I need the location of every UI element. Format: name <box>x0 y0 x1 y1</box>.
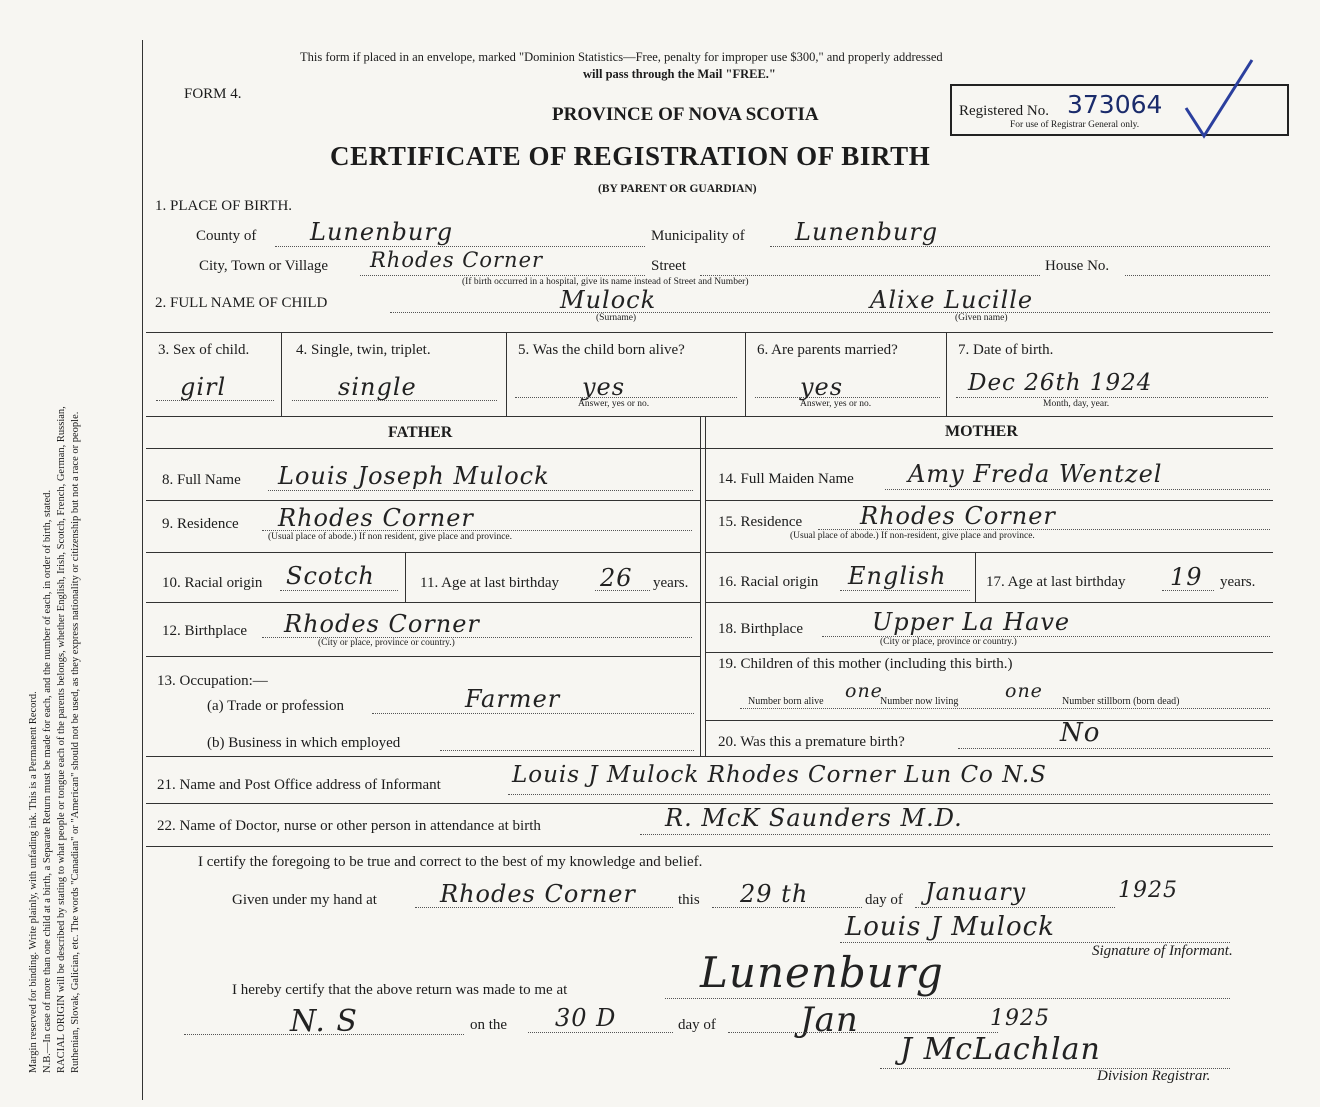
mother-rule-1 <box>705 500 1273 501</box>
premature-line <box>958 748 1270 749</box>
sex-value: girl <box>180 373 227 401</box>
hospital-note: (If birth occurred in a hospital, give its name instead of Street and Number) <box>462 277 749 287</box>
registrar-day: 30 D <box>555 1004 617 1032</box>
father-residence-note: (Usual place of abode.) If non resident, give place and province. <box>268 532 512 542</box>
trade-value: Farmer <box>465 685 561 713</box>
mother-birthplace: Upper La Have <box>872 608 1071 636</box>
given-day: 29 th <box>740 880 809 908</box>
house-label: House No. <box>1045 258 1110 274</box>
father-birthplace: Rhodes Corner <box>284 610 480 638</box>
father-name: Louis Joseph Mulock <box>278 462 550 490</box>
county-line <box>275 246 645 247</box>
dob-value: Dec 26th 1924 <box>968 370 1153 396</box>
sex-line <box>156 400 274 401</box>
child-surname: Mulock <box>560 286 657 314</box>
mother-birthplace-label: 18. Birthplace <box>718 621 803 637</box>
father-rule-4 <box>146 656 700 657</box>
father-racial-label: 10. Racial origin <box>162 575 263 591</box>
registrar-province: N. S <box>290 1004 358 1039</box>
surname-note: (Surname) <box>596 313 637 323</box>
street-label: Street <box>651 258 686 274</box>
section-rule-1 <box>146 756 1273 757</box>
mother-racial-line <box>840 590 970 591</box>
registrar-place: Lunenburg <box>700 948 944 997</box>
dob-note: Month, day, year. <box>1043 399 1110 409</box>
business-line <box>440 750 694 751</box>
father-age: 26 <box>600 564 633 592</box>
father-residence-label: 9. Residence <box>162 516 239 532</box>
mother-residence-line <box>818 529 1270 530</box>
given-month: January <box>925 878 1027 906</box>
informant-signature: Louis J Mulock <box>845 912 1055 942</box>
check-mark-icon <box>1180 50 1260 150</box>
margin-rule <box>142 40 143 1100</box>
alive-value: yes <box>582 373 626 401</box>
premature-label: 20. Was this a premature birth? <box>718 734 905 750</box>
child-given-name: Alixe Lucille <box>870 286 1034 314</box>
born-alive-label: Number born alive <box>748 696 824 707</box>
father-rule-2 <box>146 552 700 553</box>
mother-residence: Rhodes Corner <box>860 502 1056 530</box>
mother-racial: English <box>848 562 947 590</box>
certify-statement: I certify the foregoing to be true and correct to the best of my knowledge and belief. <box>198 854 703 870</box>
given-year: 1925 <box>1118 878 1178 903</box>
mother-rule-3 <box>705 602 1273 603</box>
dob-label: 7. Date of birth. <box>958 342 1054 358</box>
mother-rule-4 <box>705 652 1273 653</box>
married-label: 6. Are parents married? <box>757 342 898 358</box>
given-place-line <box>415 907 673 908</box>
doctor-label: 22. Name of Doctor, nurse or other person in attendance at birth <box>157 818 541 834</box>
divider-1 <box>281 332 282 416</box>
born-alive-value: one <box>845 680 883 702</box>
given-month-line <box>915 907 1115 908</box>
given-place: Rhodes Corner <box>440 880 636 908</box>
municipality-line <box>770 246 1270 247</box>
mother-birthplace-note: (City or place, province or country.) <box>880 637 1017 647</box>
father-racial: Scotch <box>286 562 375 590</box>
plurality-value: single <box>338 373 417 401</box>
on-label: on the <box>470 1017 508 1033</box>
mother-heading: MOTHER <box>945 423 1018 440</box>
margin-line-4: Ruthenian, Slovak, Galician, etc. The words "Canadian" or "American" should not be used, as they express nationality or citizenship but not a race or people. <box>70 411 81 1073</box>
informant-label: 21. Name and Post Office address of Informant <box>157 777 441 793</box>
mother-age: 19 <box>1170 563 1203 591</box>
city-line <box>360 275 645 276</box>
registrar-statement: I hereby certify that the above return was made to me at <box>232 982 568 998</box>
dob-line <box>956 397 1268 398</box>
stillborn-label: Number stillborn (born dead) <box>1062 696 1180 707</box>
married-note: Answer, yes or no. <box>800 399 872 409</box>
child-name-label: 2. FULL NAME OF CHILD <box>155 295 328 311</box>
margin-instructions <box>27 23 83 1073</box>
house-line <box>1125 275 1270 276</box>
this-label: this <box>678 892 700 908</box>
registrar-signature: J McLachlan <box>900 1032 1101 1067</box>
city-value: Rhodes Corner <box>370 248 544 272</box>
married-value: yes <box>800 373 844 401</box>
trade-label: (a) Trade or profession <box>207 698 345 714</box>
registered-number: 373064 <box>1067 90 1163 119</box>
mother-residence-label: 15. Residence <box>718 514 803 530</box>
county-label: County of <box>196 228 257 244</box>
center-divider-b <box>705 416 706 756</box>
informant-value: Louis J Mulock Rhodes Corner Lun Co N.S <box>512 762 1047 788</box>
father-rule-1 <box>146 500 700 501</box>
municipality-label: Municipality of <box>651 228 745 244</box>
divider-2 <box>506 332 507 416</box>
father-racial-divider <box>405 552 406 602</box>
mother-rule-2 <box>705 552 1273 553</box>
margin-line-2: N.B.—In case of more than one child at a birth, a Separate Return must be made for each, and the number of each, in order of birth, stated. <box>42 489 53 1073</box>
father-residence: Rhodes Corner <box>278 504 474 532</box>
margin-line-1: Margin reserved for binding. Write plainly, with unfading ink. This is a Permanent Record. <box>28 691 39 1073</box>
center-divider-a <box>700 416 701 756</box>
alive-note: Answer, yes or no. <box>578 399 650 409</box>
mother-racial-label: 16. Racial origin <box>718 574 819 590</box>
mother-name-label: 14. Full Maiden Name <box>718 471 854 487</box>
father-age-label: 11. Age at last birthday <box>420 575 559 591</box>
trade-line <box>372 713 694 714</box>
father-birthplace-label: 12. Birthplace <box>162 623 247 639</box>
doctor-value: R. McK Saunders M.D. <box>665 804 963 832</box>
row-bottom-rule <box>146 416 1273 417</box>
father-rule-3 <box>146 602 700 603</box>
father-heading: FATHER <box>388 424 453 441</box>
married-line <box>755 397 940 398</box>
divider-3 <box>745 332 746 416</box>
municipality-value: Lunenburg <box>795 218 939 246</box>
registrar-place-line <box>665 998 1230 999</box>
mail-notice-2: will pass through the Mail "FREE." <box>583 67 776 81</box>
mother-name-line <box>885 489 1270 490</box>
mother-racial-divider <box>975 552 976 602</box>
given-day-label: day of <box>865 892 903 908</box>
heading-rule <box>146 448 1273 449</box>
father-racial-line <box>280 590 398 591</box>
registrar-month: Jan <box>800 1000 859 1040</box>
street-line <box>700 275 1040 276</box>
mother-residence-note: (Usual place of abode.) If non-resident, give place and province. <box>790 531 1035 541</box>
father-residence-line <box>262 530 692 531</box>
informant-line <box>508 794 1270 795</box>
given-label: Given under my hand at <box>232 892 377 908</box>
children-line <box>740 708 1270 709</box>
children-label: 19. Children of this mother (including this birth.) <box>718 656 1013 672</box>
mail-notice-1: This form if placed in an envelope, marked "Dominion Statistics—Free, penalty for improper use $300," and properly addressed <box>300 50 943 64</box>
doctor-line <box>640 834 1270 835</box>
registrar-note: For use of Registrar General only. <box>1010 120 1140 130</box>
registrar-year: 1925 <box>990 1006 1050 1031</box>
now-living-label: Number now living <box>880 696 959 707</box>
divider-4 <box>946 332 947 416</box>
registrar-province-line <box>184 1034 464 1035</box>
registrar-day-label: day of <box>678 1017 716 1033</box>
father-years: years. <box>653 575 689 591</box>
occupation-label: 13. Occupation:— <box>157 673 268 689</box>
business-label: (b) Business in which employed <box>207 735 401 751</box>
given-day-line <box>712 907 862 908</box>
father-name-line <box>268 490 693 491</box>
alive-label: 5. Was the child born alive? <box>518 342 685 358</box>
child-name-line <box>390 312 1270 313</box>
now-living-value: one <box>1005 680 1043 702</box>
mother-rule-5 <box>705 720 1273 721</box>
section-rule-3 <box>146 846 1273 847</box>
certificate-subtitle: (BY PARENT OR GUARDIAN) <box>598 183 757 195</box>
given-note: (Given name) <box>955 313 1008 323</box>
city-label: City, Town or Village <box>199 258 329 274</box>
premature-value: No <box>1060 718 1101 748</box>
father-age-line <box>595 590 650 591</box>
mother-name: Amy Freda Wentzel <box>908 460 1163 488</box>
registrar-label: Division Registrar. <box>1097 1068 1211 1084</box>
certificate-title: CERTIFICATE OF REGISTRATION OF BIRTH <box>330 141 931 171</box>
mother-years: years. <box>1220 574 1256 590</box>
alive-line <box>515 397 737 398</box>
place-heading: 1. PLACE OF BIRTH. <box>155 198 293 214</box>
plurality-label: 4. Single, twin, triplet. <box>296 342 431 358</box>
mother-age-label: 17. Age at last birthday <box>986 574 1126 590</box>
province-heading: PROVINCE OF NOVA SCOTIA <box>552 104 819 125</box>
father-birthplace-note: (City or place, province or country.) <box>318 638 455 648</box>
row-top-rule <box>146 332 1273 333</box>
plurality-line <box>292 400 497 401</box>
county-value: Lunenburg <box>310 218 454 246</box>
father-name-label: 8. Full Name <box>162 472 241 488</box>
mother-age-line <box>1162 590 1214 591</box>
form-number: FORM 4. <box>184 86 242 102</box>
margin-line-3: RACIAL ORIGIN will be described by stating to what people or tongue each of the parents belongs, whether English, Irish, Scotch, French, German, Russian, <box>56 406 67 1073</box>
signature-label: Signature of Informant. <box>1092 943 1233 959</box>
sex-label: 3. Sex of child. <box>158 342 250 358</box>
registered-label: Registered No. <box>959 103 1049 119</box>
registrar-day-line <box>528 1032 673 1033</box>
